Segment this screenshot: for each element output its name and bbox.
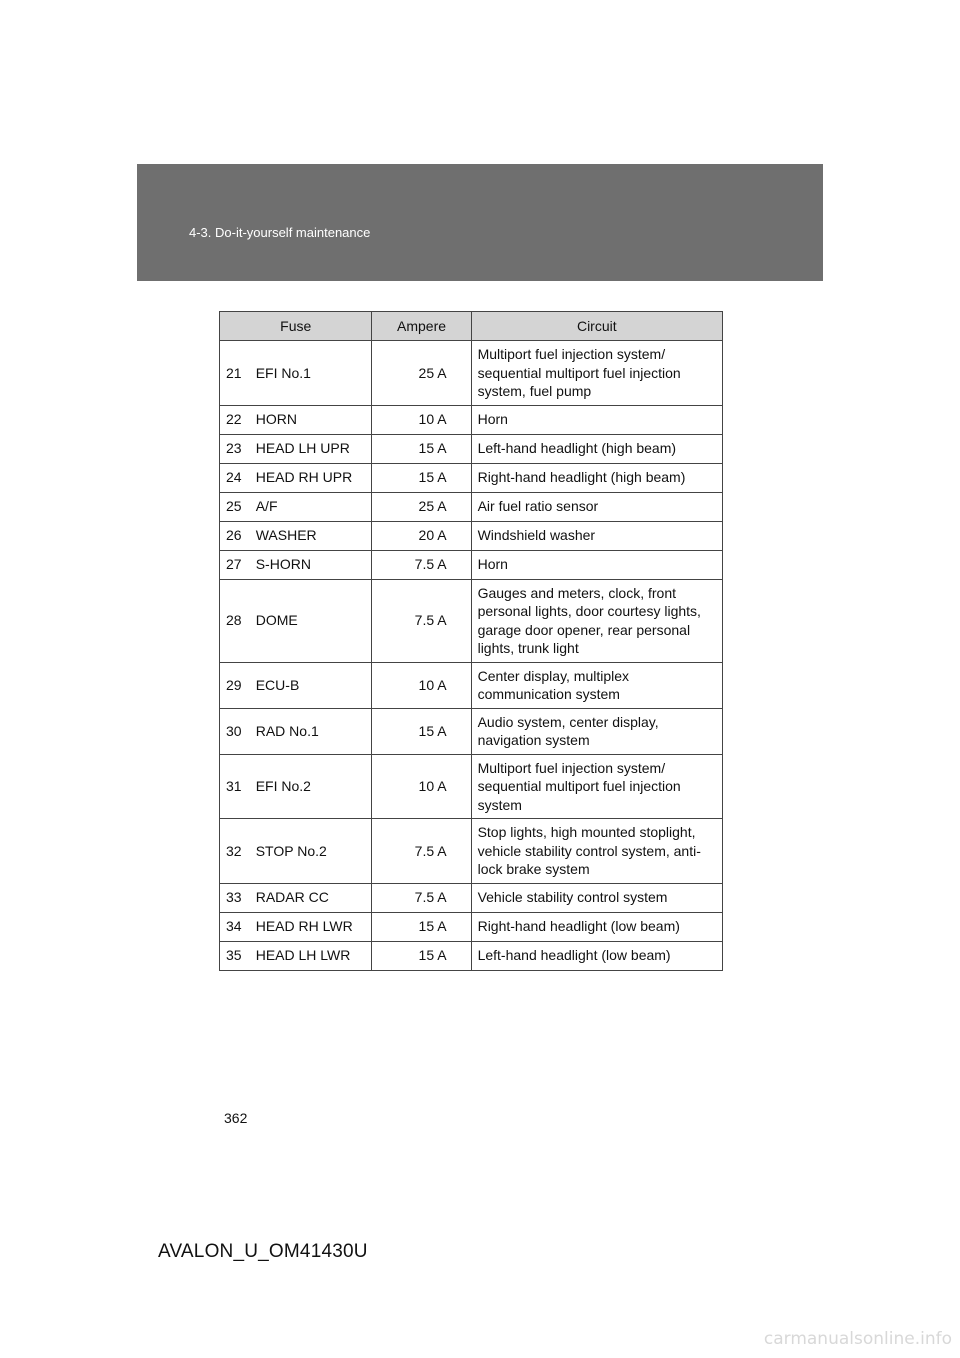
table-row: [220, 883, 723, 912]
fuse-name-cell: EFI No.2: [250, 754, 372, 819]
ampere-cell: 25 A: [372, 341, 471, 406]
circuit-cell: Audio system, center display, navigation system: [471, 708, 722, 754]
fuse-name-cell: EFI No.1: [250, 341, 372, 406]
fuse-name-cell: STOP No.2: [250, 819, 372, 884]
ampere-cell: 7.5 A: [372, 819, 471, 884]
fuse-number-cell: 32: [220, 819, 250, 884]
ampere-cell: 15 A: [372, 912, 471, 941]
table-row: [220, 941, 723, 970]
ampere-cell: 25 A: [372, 492, 471, 521]
circuit-cell: Horn: [471, 550, 722, 579]
fuse-number-cell: 26: [220, 521, 250, 550]
table-row: [220, 434, 723, 463]
fuse-number-cell: 35: [220, 941, 250, 970]
fuse-name-cell: HORN: [250, 405, 372, 434]
fuse-name-cell: WASHER: [250, 521, 372, 550]
ampere-cell: 15 A: [372, 941, 471, 970]
fuse-number-cell: 21: [220, 341, 250, 406]
watermark: carmanualsonline.info: [763, 1329, 952, 1349]
table-header-row: [220, 312, 723, 341]
fuse-name-cell: HEAD LH UPR: [250, 434, 372, 463]
column-header-fuse: Fuse: [220, 312, 372, 341]
fuse-table: [219, 311, 723, 971]
circuit-cell: Vehicle stability control system: [471, 883, 722, 912]
table-row: [220, 521, 723, 550]
table-row: [220, 754, 723, 819]
ampere-cell: 15 A: [372, 463, 471, 492]
table-row: [220, 708, 723, 754]
fuse-name-cell: RAD No.1: [250, 708, 372, 754]
table-row: [220, 463, 723, 492]
ampere-cell: 10 A: [372, 405, 471, 434]
ampere-cell: 10 A: [372, 662, 471, 708]
fuse-name-cell: HEAD RH LWR: [250, 912, 372, 941]
fuse-number-cell: 34: [220, 912, 250, 941]
table-row: [220, 405, 723, 434]
circuit-cell: Right-hand headlight (high beam): [471, 463, 722, 492]
fuse-name-cell: HEAD RH UPR: [250, 463, 372, 492]
ampere-cell: 7.5 A: [372, 579, 471, 662]
table-row: [220, 912, 723, 941]
table-row: [220, 341, 723, 406]
circuit-cell: Center display, multiplex communication system: [471, 662, 722, 708]
column-header-circuit: Circuit: [471, 312, 722, 341]
fuse-number-cell: 22: [220, 405, 250, 434]
ampere-cell: 15 A: [372, 708, 471, 754]
fuse-number-cell: 25: [220, 492, 250, 521]
fuse-name-cell: DOME: [250, 579, 372, 662]
circuit-cell: Windshield washer: [471, 521, 722, 550]
document-code: AVALON_U_OM41430U: [158, 1241, 368, 1262]
table-row: [220, 492, 723, 521]
ampere-cell: 15 A: [372, 434, 471, 463]
ampere-cell: 10 A: [372, 754, 471, 819]
circuit-cell: Air fuel ratio sensor: [471, 492, 722, 521]
section-header-band: [137, 164, 823, 281]
section-title: 4-3. Do-it-yourself maintenance: [189, 225, 371, 240]
circuit-cell: Stop lights, high mounted stoplight, vehicle stability control system, anti-lock brake system: [471, 819, 722, 884]
fuse-number-cell: 30: [220, 708, 250, 754]
table-row: [220, 662, 723, 708]
table-row: [220, 550, 723, 579]
circuit-cell: Multiport fuel injection system/ sequential multiport fuel injection system, fuel pump: [471, 341, 722, 406]
circuit-cell: Right-hand headlight (low beam): [471, 912, 722, 941]
fuse-name-cell: ECU-B: [250, 662, 372, 708]
table-row: [220, 579, 723, 662]
circuit-cell: Horn: [471, 405, 722, 434]
column-header-ampere: Ampere: [372, 312, 471, 341]
fuse-number-cell: 28: [220, 579, 250, 662]
circuit-cell: Multiport fuel injection system/ sequential multiport fuel injection system: [471, 754, 722, 819]
circuit-cell: Left-hand headlight (low beam): [471, 941, 722, 970]
circuit-cell: Gauges and meters, clock, front personal lights, door courtesy lights, garage door opener, rear personal lights, trunk light: [471, 579, 722, 662]
fuse-name-cell: A/F: [250, 492, 372, 521]
fuse-name-cell: RADAR CC: [250, 883, 372, 912]
circuit-cell: Left-hand headlight (high beam): [471, 434, 722, 463]
table-row: [220, 819, 723, 884]
page-number: 362: [224, 1110, 248, 1126]
ampere-cell: 7.5 A: [372, 550, 471, 579]
fuse-name-cell: S-HORN: [250, 550, 372, 579]
fuse-table-body: [220, 341, 723, 971]
fuse-number-cell: 24: [220, 463, 250, 492]
fuse-number-cell: 29: [220, 662, 250, 708]
fuse-number-cell: 31: [220, 754, 250, 819]
fuse-number-cell: 27: [220, 550, 250, 579]
fuse-number-cell: 33: [220, 883, 250, 912]
fuse-name-cell: HEAD LH LWR: [250, 941, 372, 970]
ampere-cell: 7.5 A: [372, 883, 471, 912]
fuse-number-cell: 23: [220, 434, 250, 463]
ampere-cell: 20 A: [372, 521, 471, 550]
